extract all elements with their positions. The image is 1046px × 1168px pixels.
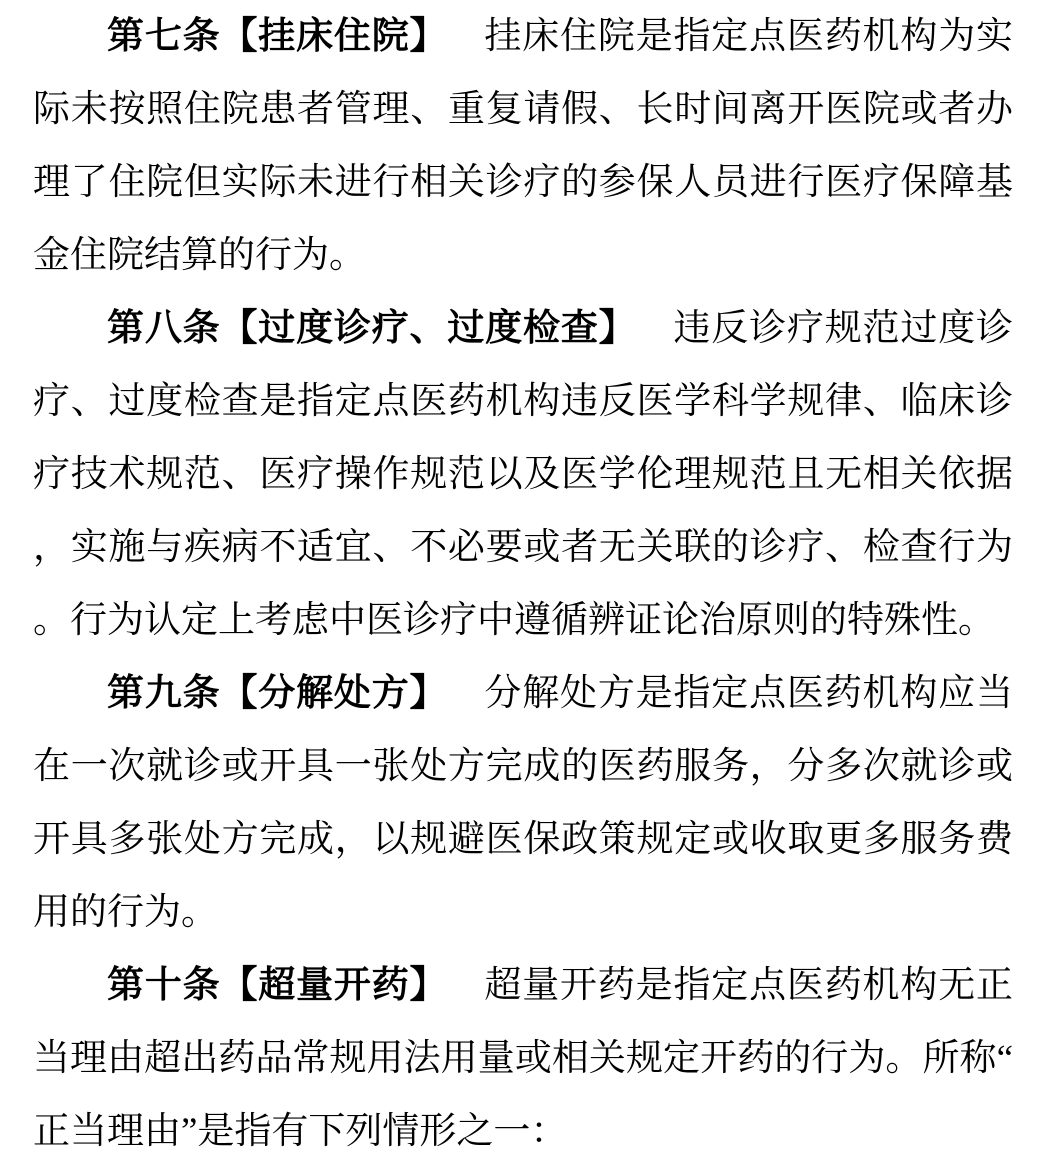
article-8-body: 违反诊疗规范过度诊疗、过度检查是指定点医药机构违反医学科学规律、临床诊疗技术规范、医疗操作规范以及医学伦理规范且无相关依据，实施与疾病不适宜、不必要或者无关联的诊疗、检查行为。行为认定上考虑中医诊疗中遵循辨证论治原则的特殊性。 <box>33 308 1014 641</box>
article-10-body: 超量开药是指定点医药机构无正当理由超出药品常规用法用量或相关规定开药的行为。所称“正当理由”是指有下列情形之一： <box>33 965 1014 1152</box>
article-7-heading: 第七条【挂床住院】 <box>107 16 448 57</box>
article-9-body: 分解处方是指定点医药机构应当在一次就诊或开具一张处方完成的医药服务，分多次就诊或开具多张处方完成，以规避医保政策规定或收取更多服务费用的行为。 <box>33 673 1014 933</box>
article-10-heading: 第十条【超量开药】 <box>107 965 448 1006</box>
article-7-body: 挂床住院是指定点医药机构为实际未按照住院患者管理、重复请假、长时间离开医院或者办理了住院但实际未进行相关诊疗的参保人员进行医疗保障基金住院结算的行为。 <box>33 16 1014 276</box>
article-9-heading: 第九条【分解处方】 <box>107 673 448 714</box>
paragraph-article-10 <box>33 949 1013 1168</box>
paragraph-article-8 <box>33 292 1013 657</box>
article-8-heading: 第八条【过度诊疗、过度检查】 <box>107 308 637 349</box>
paragraph-article-7 <box>33 0 1013 292</box>
paragraph-article-9 <box>33 657 1013 949</box>
